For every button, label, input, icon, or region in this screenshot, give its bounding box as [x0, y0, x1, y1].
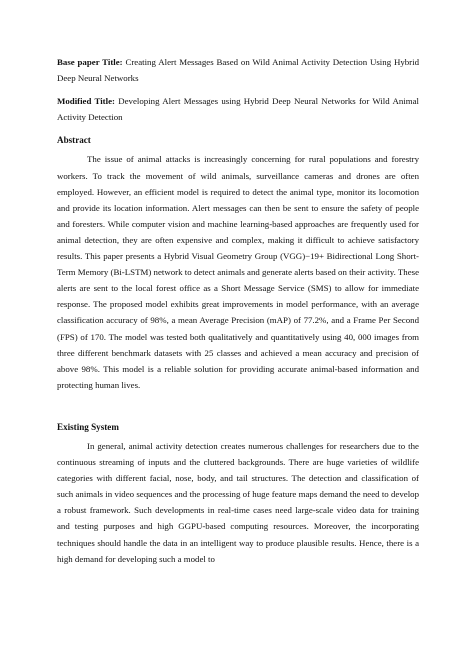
modified-title-text: Developing Alert Messages using Hybrid Deep Neural Networks for Wild Animal Activity Detection: [57, 96, 419, 123]
modified-title: [57, 93, 419, 125]
existing-system-heading: Existing System: [57, 421, 119, 432]
document-page: [57, 54, 419, 567]
base-paper-title-text: Creating Alert Messages Based on Wild Animal Activity Detection Using Hybrid Deep Neural Networks: [57, 57, 419, 84]
abstract-body: The issue of animal attacks is increasingly concerning for rural populations and forestry workers. To track the movement of wild animals, surveillance cameras and drones are often employed. However, an efficient model is required to detect the animal type, monitor its locomotion and provide its location information. Alert messages can then be sent to ensure the safety of people and foresters. While computer vision and machine learning-based approaches are frequently used for animal detection, they are often expensive and complex, making it difficult to achieve satisfactory results. This paper presents a Hybrid Visual Geometry Group (VGG)−19+ Bidirectional Long Short-Term Memory (Bi-LSTM) network to detect animals and generate alerts based on their activity. These alerts are sent to the local forest office as a Short Message Service (SMS) to allow for immediate response. The proposed model exhibits great improvements in model performance, with an average classification accuracy of 98%, a mean Average Precision (mAP) of 77.2%, and a Frame Per Second (FPS) of 170. The model was tested both qualitatively and quantitatively using 40, 000 images from three different benchmark datasets with 25 classes and achieved a mean accuracy and precision of above 98%. This model is a reliable solution for providing accurate animal-based information and protecting human lives.: [57, 154, 419, 390]
existing-system-body: In general, animal activity detection creates numerous challenges for researchers due to the continuous streaming of inputs and the cluttered backgrounds. There are huge varieties of wildlife categories with different facial, nose, body, and tail structures. The detection and classification of such animals in video sequences and the processing of huge feature maps demand the need to develop a robust framework. Such developments in real-time cases need large-scale video data for training and testing purposes and high GGPU-based computing resources. Moreover, the incorporating techniques should handle the data in an intelligent way to produce plausible results. Hence, there is a high demand for developing such a model to: [57, 440, 419, 564]
modified-title-label: Modified Title:: [57, 96, 115, 107]
base-paper-title: [57, 54, 419, 86]
base-paper-title-label: Base paper Title:: [57, 57, 123, 67]
abstract-heading: Abstract: [57, 135, 91, 146]
